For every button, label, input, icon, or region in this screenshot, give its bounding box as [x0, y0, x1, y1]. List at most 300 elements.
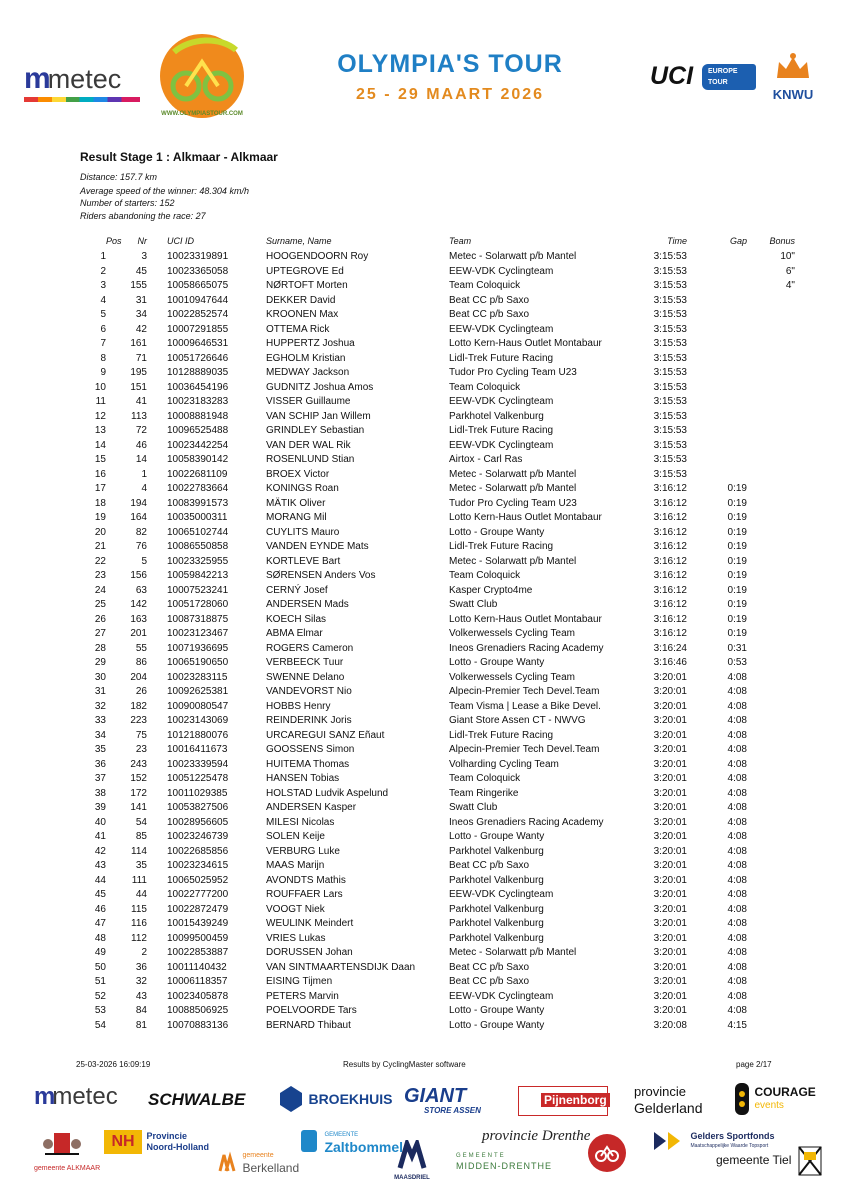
table-row: [0, 468, 847, 483]
crown-icon: [773, 52, 813, 82]
sponsor-broekhuis: BROEKHUIS: [278, 1084, 392, 1114]
average-speed: Average speed of the winner: 48.304 km/h: [80, 186, 249, 196]
cell-uci-id: 10065025952: [167, 874, 229, 886]
cell-gap: 4:08: [727, 758, 747, 770]
cell-pos: 46: [94, 903, 106, 915]
cell-team: Metec - Solarwatt p/b Mantel: [449, 468, 577, 480]
cell-time: 3:15:53: [653, 280, 687, 291]
cell-uci-id: 10051225478: [167, 773, 229, 784]
cell-time: 3:20:01: [653, 831, 687, 842]
cell-uci-id: 10016411673: [167, 744, 228, 755]
cell-pos: 40: [94, 816, 106, 828]
cell-pos: 5: [100, 309, 106, 320]
cell-gap: 0:19: [727, 570, 747, 581]
cell-pos: 33: [94, 715, 106, 726]
cell-time: 3:15:53: [653, 309, 687, 320]
table-row: [0, 932, 847, 947]
cell-rider-name: VANDEVORST Nio: [266, 686, 352, 697]
cell-gap: 4:08: [727, 802, 747, 813]
table-row: [0, 395, 847, 410]
cell-pos: 50: [94, 961, 106, 973]
cell-uci-id: 10070883136: [167, 1019, 229, 1031]
cell-uci-id: 10023319891: [167, 251, 229, 262]
sponsor-pijnenborg: Pijnenborg: [518, 1086, 608, 1116]
cell-rider-name: CUYLITS Mauro: [266, 526, 340, 538]
cell-team: Swatt Club: [449, 599, 498, 610]
cell-team: Tudor Pro Cycling Team U23: [449, 497, 577, 509]
cell-uci-id: 10023183283: [167, 396, 229, 407]
cell-team: Team Coloquick: [449, 570, 521, 581]
table-row: [0, 569, 847, 584]
cell-rider-name: VERBEECK Tuur: [266, 657, 344, 668]
table-row: [0, 961, 847, 976]
cell-gap: 0:19: [727, 555, 747, 567]
cell-team: Lotto Kern-Haus Outlet Montabaur: [449, 512, 602, 523]
cell-gap: 0:53: [727, 657, 747, 668]
cell-bonus: 6": [785, 265, 795, 277]
cell-gap: 4:15: [727, 1019, 747, 1031]
table-row: [0, 352, 847, 367]
cell-time: 3:20:01: [653, 787, 687, 799]
cell-time: 3:16:12: [653, 483, 687, 494]
cell-uci-id: 10096525488: [167, 425, 229, 436]
cell-nr: 3: [141, 251, 147, 262]
cell-uci-id: 10023325955: [167, 555, 229, 567]
header-bonus: Bonus: [769, 236, 795, 246]
europe-tour-badge: [702, 64, 756, 90]
cell-uci-id: 10007291855: [167, 323, 229, 335]
cell-nr: 46: [135, 439, 147, 451]
cell-team: Metec - Solarwatt p/b Mantel: [449, 555, 577, 567]
cell-nr: 223: [130, 715, 147, 726]
cell-rider-name: VOOGT Niek: [266, 903, 325, 915]
europe-tour-label-2: TOUR: [708, 79, 728, 86]
cell-team: Beat CC p/b Saxo: [449, 976, 530, 987]
cell-pos: 34: [94, 729, 106, 741]
cell-uci-id: 10009646531: [167, 338, 229, 349]
table-row: [0, 685, 847, 700]
cell-time: 3:20:01: [653, 990, 687, 1002]
cell-team: Beat CC p/b Saxo: [449, 294, 530, 306]
cell-rider-name: SØRENSEN Anders Vos: [266, 570, 376, 581]
table-header: [0, 234, 847, 249]
cell-nr: 35: [135, 860, 147, 871]
table-row: [0, 917, 847, 932]
cell-gap: 0:19: [727, 526, 747, 538]
table-row: [0, 308, 847, 323]
sponsor-giant: GIANT: [404, 1085, 467, 1107]
cell-time: 3:15:53: [653, 338, 687, 349]
table-row: [0, 671, 847, 686]
cell-rider-name: SOLEN Keije: [266, 831, 325, 842]
table-row: [0, 743, 847, 758]
cell-time: 3:20:01: [653, 961, 687, 973]
cell-gap: 4:08: [727, 874, 747, 886]
cell-time: 3:15:53: [653, 381, 687, 393]
cell-pos: 53: [94, 1005, 106, 1016]
cell-rider-name: ROUFFAER Lars: [266, 889, 343, 900]
table-row: [0, 381, 847, 396]
cell-team: Kasper Crypto4me: [449, 584, 533, 596]
cell-pos: 45: [94, 889, 106, 900]
cell-time: 3:16:46: [653, 657, 687, 668]
cell-uci-id: 10035000311: [167, 512, 228, 523]
cell-rider-name: MAAS Marijn: [266, 860, 325, 871]
cell-pos: 35: [94, 744, 106, 755]
cell-uci-id: 10015439249: [167, 918, 229, 929]
cell-nr: 111: [131, 874, 147, 886]
cell-rider-name: GUDNITZ Joshua Amos: [266, 381, 374, 393]
cell-nr: 1: [141, 468, 147, 480]
cell-pos: 6: [100, 323, 106, 335]
cell-pos: 27: [94, 628, 106, 639]
cell-rider-name: URCAREGUI SANZ Eñaut: [266, 729, 385, 741]
sponsor-courage: COURAGE events: [734, 1082, 816, 1116]
cell-team: Lidl-Trek Future Racing: [449, 352, 554, 364]
cell-rider-name: BROEX Victor: [266, 468, 330, 480]
cell-rider-name: PETERS Marvin: [266, 990, 339, 1002]
header-name: Surname, Name: [266, 236, 332, 246]
cell-uci-id: 10008881948: [167, 410, 229, 422]
cell-nr: 142: [130, 599, 147, 610]
cell-rider-name: HOBBS Henry: [266, 700, 331, 712]
cell-rider-name: VAN DER WAL Rik: [266, 439, 351, 451]
table-row: [0, 1004, 847, 1019]
cell-time: 3:15:53: [653, 468, 687, 480]
cell-team: Lotto - Groupe Wanty: [449, 1019, 545, 1031]
cell-nr: 204: [130, 671, 147, 683]
table-row: [0, 613, 847, 628]
cell-time: 3:20:01: [653, 715, 687, 726]
cell-nr: 76: [135, 541, 147, 552]
cell-nr: 151: [130, 381, 147, 393]
cell-uci-id: 10051726646: [167, 352, 229, 364]
cell-team: Ineos Grenadiers Racing Academy: [449, 816, 604, 828]
cell-nr: 54: [135, 816, 147, 828]
cell-rider-name: DORUSSEN Johan: [266, 947, 353, 958]
cell-nr: 86: [135, 657, 147, 668]
cell-uci-id: 10023442254: [167, 439, 229, 451]
cell-team: Lidl-Trek Future Racing: [449, 541, 554, 552]
cell-gap: 4:08: [727, 1005, 747, 1016]
cell-nr: 32: [135, 976, 147, 987]
cell-time: 3:16:12: [653, 599, 687, 610]
cell-gap: 4:08: [727, 845, 747, 857]
maasdriel-icon: [397, 1140, 427, 1170]
cell-nr: 141: [130, 802, 147, 813]
cell-time: 3:16:12: [653, 512, 687, 523]
cell-pos: 4: [100, 294, 106, 306]
cell-rider-name: SWENNE Delano: [266, 671, 345, 683]
cell-pos: 39: [94, 802, 106, 813]
cell-pos: 48: [94, 932, 106, 944]
cell-rider-name: VISSER Guillaume: [266, 396, 351, 407]
distance: Distance: 157.7 km: [80, 172, 158, 182]
cell-bonus: 10": [780, 251, 795, 262]
cell-time: 3:16:12: [653, 541, 687, 552]
cell-gap: 0:19: [727, 599, 747, 610]
table-row: [0, 758, 847, 773]
table-row: [0, 410, 847, 425]
cell-team: Metec - Solarwatt p/b Mantel: [449, 483, 577, 494]
cell-rider-name: AVONDTS Mathis: [266, 874, 346, 886]
cell-time: 3:15:53: [653, 352, 687, 364]
cell-team: Lidl-Trek Future Racing: [449, 729, 554, 741]
cell-pos: 37: [94, 773, 106, 784]
uci-logo: UCI: [650, 62, 694, 90]
cell-gap: 4:08: [727, 700, 747, 712]
cell-gap: 4:08: [727, 787, 747, 799]
cell-nr: 152: [130, 773, 147, 784]
cell-rider-name: EISING Tijmen: [266, 976, 333, 987]
cell-pos: 31: [94, 686, 106, 697]
cell-gap: 4:08: [727, 686, 747, 697]
cell-pos: 17: [94, 483, 106, 494]
cell-time: 3:15:53: [653, 454, 687, 465]
cell-team: EEW-VDK Cyclingteam: [449, 396, 554, 407]
cell-team: Alpecin-Premier Tech Devel.Team: [449, 744, 600, 755]
footer-datetime: 25-03-2026 16:09:19: [76, 1060, 151, 1069]
cell-nr: 45: [135, 265, 147, 277]
cell-rider-name: MORANG Mil: [266, 512, 327, 523]
table-row: [0, 729, 847, 744]
footer-software: Results by CyclingMaster software: [343, 1060, 466, 1069]
cell-nr: 31: [135, 294, 147, 306]
table-row: [0, 787, 847, 802]
cell-gap: 4:08: [727, 903, 747, 915]
table-row: [0, 845, 847, 860]
cell-gap: 0:19: [727, 628, 747, 639]
cell-rider-name: DEKKER David: [266, 294, 336, 306]
knwu-logo: [766, 52, 820, 102]
cell-pos: 20: [94, 526, 106, 538]
cell-team: Volkerwessels Cycling Team: [449, 671, 575, 683]
table-row: [0, 975, 847, 990]
footer-page: page 2/17: [736, 1060, 772, 1069]
cell-nr: 5: [141, 555, 147, 567]
cell-time: 3:20:08: [653, 1019, 687, 1031]
courage-icon: [734, 1082, 750, 1116]
cell-team: Swatt Club: [449, 802, 498, 813]
cell-rider-name: GOOSSENS Simon: [266, 744, 355, 755]
cell-rider-name: HUITEMA Thomas: [266, 758, 350, 770]
cell-uci-id: 10022852574: [167, 309, 229, 320]
cell-pos: 54: [94, 1019, 106, 1031]
cell-uci-id: 10022872479: [167, 903, 229, 915]
cell-nr: 201: [130, 628, 147, 639]
table-row: [0, 294, 847, 309]
cell-uci-id: 10088506925: [167, 1005, 229, 1016]
table-row: [0, 250, 847, 265]
table-row: [0, 265, 847, 280]
cell-nr: 82: [135, 526, 147, 538]
cell-pos: 26: [94, 613, 106, 625]
cell-uci-id: 10023283115: [167, 671, 228, 683]
cell-time: 3:20:01: [653, 729, 687, 741]
cell-nr: 63: [135, 584, 147, 596]
cell-nr: 243: [130, 758, 147, 770]
cell-time: 3:20:01: [653, 903, 687, 915]
cell-gap: 4:08: [727, 947, 747, 958]
table-row: [0, 584, 847, 599]
cell-nr: 41: [135, 396, 147, 407]
cell-rider-name: MÄTIK Oliver: [266, 497, 326, 509]
cell-nr: 44: [135, 889, 147, 900]
metec-logo: [24, 62, 140, 102]
cell-time: 3:16:12: [653, 584, 687, 596]
cell-time: 3:20:01: [653, 845, 687, 857]
cell-nr: 163: [130, 613, 147, 625]
cell-uci-id: 10022685856: [167, 845, 229, 857]
cell-time: 3:15:53: [653, 265, 687, 277]
cell-pos: 12: [94, 410, 106, 422]
sponsor-metec-mark: m: [34, 1083, 53, 1110]
cell-team: EEW-VDK Cyclingteam: [449, 990, 554, 1002]
table-row: [0, 526, 847, 541]
sponsor-schwalbe: SCHWALBE: [148, 1090, 246, 1109]
cell-team: Lotto Kern-Haus Outlet Montabaur: [449, 613, 602, 625]
table-row: [0, 888, 847, 903]
table-row: [0, 642, 847, 657]
cell-uci-id: 10022681109: [167, 468, 228, 480]
cell-team: Lotto Kern-Haus Outlet Montabaur: [449, 338, 602, 349]
cell-pos: 42: [94, 845, 106, 857]
cell-time: 3:20:01: [653, 744, 687, 755]
tour-url: WWW.OLYMPIASTOUR.COM: [161, 111, 243, 117]
cell-pos: 38: [94, 787, 106, 799]
cell-team: Airtox - Carl Ras: [449, 454, 523, 465]
metec-stripes: [24, 97, 140, 102]
cell-time: 3:15:53: [653, 367, 687, 378]
cell-rider-name: REINDERINK Joris: [266, 715, 352, 726]
cell-nr: 155: [130, 280, 147, 291]
sponsor-maasdriel: MAASDRIEL: [392, 1140, 432, 1181]
cell-rider-name: CERNÝ Josef: [266, 584, 328, 596]
cell-time: 3:15:53: [653, 425, 687, 436]
cell-uci-id: 10092625381: [167, 686, 229, 697]
cell-uci-id: 10011140432: [167, 961, 227, 973]
cell-team: Lotto - Groupe Wanty: [449, 1005, 545, 1016]
cell-team: Lotto - Groupe Wanty: [449, 657, 545, 668]
cell-rider-name: GRINDLEY Sebastian: [266, 425, 365, 436]
cell-nr: 2: [141, 947, 147, 958]
cell-gap: 4:08: [727, 831, 747, 842]
table-row: [0, 555, 847, 570]
cell-pos: 18: [94, 497, 106, 509]
cell-rider-name: EGHOLM Kristian: [266, 352, 346, 364]
cell-pos: 23: [94, 570, 106, 581]
abandoning: Riders abandoning the race: 27: [80, 211, 206, 221]
alkmaar-crest-icon: [39, 1130, 85, 1160]
cell-gap: 0:19: [727, 483, 747, 494]
cell-pos: 24: [94, 584, 106, 596]
cell-time: 3:15:53: [653, 439, 687, 451]
cell-time: 3:15:53: [653, 396, 687, 407]
cell-pos: 10: [94, 381, 106, 393]
cell-gap: 0:19: [727, 497, 747, 509]
header-time: Time: [667, 236, 687, 246]
cell-time: 3:20:01: [653, 816, 687, 828]
cell-uci-id: 10023339594: [167, 758, 229, 770]
cell-team: Alpecin-Premier Tech Devel.Team: [449, 686, 600, 697]
cell-time: 3:16:24: [653, 642, 687, 654]
cell-uci-id: 10022853887: [167, 947, 229, 958]
cell-nr: 55: [135, 642, 147, 654]
sponsor-drenthe: provincie Drenthe: [482, 1128, 591, 1144]
cell-pos: 1: [100, 251, 106, 262]
cell-pos: 15: [94, 454, 106, 465]
table-row: [0, 323, 847, 338]
cell-nr: 194: [130, 497, 147, 509]
cell-uci-id: 10023234615: [167, 860, 229, 871]
cell-rider-name: ABMA Elmar: [266, 628, 323, 639]
cell-uci-id: 10023143069: [167, 715, 229, 726]
cell-nr: 112: [131, 932, 147, 944]
table-row: [0, 990, 847, 1005]
cell-nr: 43: [135, 990, 147, 1002]
cell-nr: 116: [131, 918, 147, 929]
cell-team: Volkerwessels Cycling Team: [449, 628, 575, 639]
sponsor-giant-sub: STORE ASSEN: [424, 1106, 481, 1115]
table-row: [0, 540, 847, 555]
metec-mark: m: [24, 62, 48, 95]
table-row: [0, 279, 847, 294]
cell-time: 3:20:01: [653, 860, 687, 871]
cell-pos: 13: [94, 425, 106, 436]
cell-uci-id: 10121880076: [167, 729, 229, 741]
cell-gap: 4:08: [727, 976, 747, 987]
cell-nr: 172: [130, 787, 147, 799]
cell-nr: 115: [131, 903, 147, 915]
table-row: [0, 816, 847, 831]
cell-uci-id: 10028956605: [167, 816, 229, 828]
berkelland-icon: [218, 1151, 238, 1173]
cell-uci-id: 10071936695: [167, 642, 229, 654]
sponsor-metec: mmetec: [34, 1083, 118, 1110]
cell-time: 3:20:01: [653, 686, 687, 697]
table-row: [0, 700, 847, 715]
cell-uci-id: 10086550858: [167, 541, 229, 552]
olympias-tour-logo: [150, 28, 254, 124]
cell-uci-id: 10083991573: [167, 497, 229, 509]
cell-team: Parkhotel Valkenburg: [449, 932, 544, 944]
cell-rider-name: KORTLEVE Bart: [266, 555, 341, 567]
cell-nr: 182: [130, 700, 147, 712]
sponsor-zaltbommel: GEMEENTE Zaltbommel: [298, 1128, 403, 1154]
cell-pos: 36: [94, 758, 106, 770]
cell-time: 3:20:01: [653, 932, 687, 944]
cell-gap: 0:31: [727, 642, 747, 654]
cell-time: 3:16:12: [653, 570, 687, 581]
cell-time: 3:20:01: [653, 758, 687, 770]
cell-team: Metec - Solarwatt p/b Mantel: [449, 251, 577, 262]
cell-pos: 32: [94, 700, 106, 712]
cell-time: 3:20:01: [653, 889, 687, 900]
cell-time: 3:15:53: [653, 251, 687, 262]
table-row: [0, 714, 847, 729]
table-row: [0, 366, 847, 381]
sponsor-tiel: gemeente Tiel: [716, 1153, 792, 1167]
table-row: [0, 859, 847, 874]
cell-team: Beat CC p/b Saxo: [449, 309, 530, 320]
cell-team: Parkhotel Valkenburg: [449, 903, 544, 915]
cell-team: Metec - Solarwatt p/b Mantel: [449, 947, 577, 958]
cell-pos: 28: [94, 642, 106, 654]
cell-rider-name: HOLSTAD Ludvik Aspelund: [266, 787, 389, 799]
table-row: [0, 830, 847, 845]
cell-time: 3:20:01: [653, 671, 687, 683]
cell-pos: 14: [94, 439, 106, 451]
